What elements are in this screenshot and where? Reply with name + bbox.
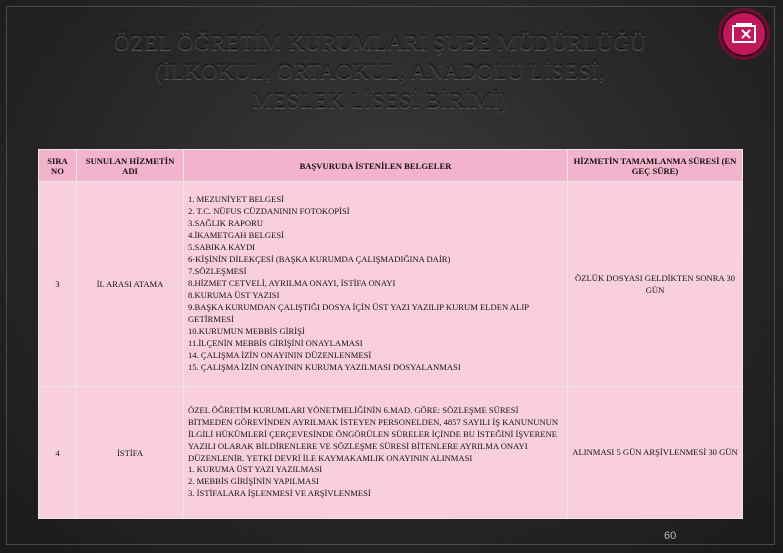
doc-item: 9.BAŞKA KURUMDAN ÇALIŞTIĞI DOSYA İÇİN ÜST YAZI YAZILIP KURUM ELDEN ALIP GETİRMESİ	[188, 301, 529, 324]
doc-item: 6-KİŞİNİN DİLEKÇESİ (BAŞKA KURUMDA ÇALIŞMADIĞINA DAİR)	[188, 254, 451, 265]
doc-item: 2. MEBBİS GİRİŞİNİN YAPILMASI	[188, 476, 319, 487]
header-docs: BAŞVURUDA İSTENİLEN BELGELER	[184, 150, 568, 182]
table-row	[39, 387, 743, 519]
doc-item: 11.İLÇENİN MEBBİS GİRİŞİNİ ONAYLAMASI	[188, 337, 363, 348]
presentation-close-icon[interactable]	[718, 8, 770, 60]
doc-item: 15. ÇALIŞMA İZİN ONAYININ KURUMA YAZILMASI DOSYALANMASI	[188, 361, 461, 372]
title-line: (İLKOKUL, ORTAOKUL, ANADOLU LİSESİ,	[155, 59, 605, 84]
services-table	[38, 149, 743, 519]
doc-item: ÖZEL ÖĞRETİM KURUMLARI YÖNETMELİĞİNİN 6.MAD. GÖRE: SÖZLEŞME SÜRESİ BİTMEDEN GÖREVİNDEN AYRILMAK İSTEYEN PERSONELDEN, 4857 SAYILI İŞ KANUNUNUN İLGİLİ HÜKÜMLERİ ÇERÇEVESİNDE ÖNGÖRÜLEN SÜRELER İÇİNDE BU İSTEĞİNİ İŞVERENE YAZILI OLARAK BİLDİRENLERE VE SÖZLEŞME SÜRESİ BİTENLERE AYRILMA ONAYI DÜZENLENİR. YETKİ DEVRİ İLE KAYMAKAMLIK ONAYININ ALINMASI	[188, 404, 559, 463]
doc-item: 1. KURUMA ÜST YAZI YAZILMASI	[188, 464, 323, 475]
doc-item: 2. T.C. NÜFUS CÜZDANININ FOTOKOPİSİ	[188, 206, 350, 217]
row-docs	[184, 182, 568, 387]
table-row	[39, 182, 743, 387]
row-docs	[184, 387, 568, 519]
row-time: ÖZLÜK DOSYASI GELDİKTEN SONRA 30 GÜN	[568, 182, 743, 387]
doc-item: 1. MEZUNİYET BELGESİ	[188, 194, 285, 205]
title-line: MESLEK LİSESİ BİRİMİ)	[252, 88, 508, 113]
row-service: İL ARASI ATAMA	[77, 182, 184, 387]
doc-item: 4.İKAMETGAH BELGESİ	[188, 230, 284, 241]
row-time: ALINMASI 5 GÜN ARŞİVLENMESİ 30 GÜN	[568, 387, 743, 519]
header-no: SIRA NO	[39, 150, 77, 182]
doc-item: 8.KURUMA ÜST YAZISI	[188, 289, 280, 300]
table-header-row	[39, 150, 743, 182]
header-time: HİZMETİN TAMAMLANMA SÜRESİ (EN GEÇ SÜRE)	[568, 150, 743, 182]
row-no: 4	[39, 387, 77, 519]
doc-item: 7.SÖZLEŞMESİ	[188, 266, 247, 277]
row-no: 3	[39, 182, 77, 387]
title-line: ÖZEL ÖĞRETİM KURUMLARI ŞUBE MÜDÜRLÜĞÜ	[113, 30, 647, 55]
page-number: 60	[664, 530, 677, 542]
doc-item: 5.SABIKA KAYDI	[188, 242, 256, 253]
doc-item: 8.HİZMET CETVELİ, AYRILMA ONAYI, İSTİFA ONAYI	[188, 278, 396, 289]
doc-item: 3.SAĞLIK RAPORU	[188, 218, 263, 229]
row-service: İSTİFA	[77, 387, 184, 519]
doc-item: 3. İSTİFALARA İŞLENMESİ VE ARŞİVLENMESİ	[188, 488, 371, 499]
doc-item: 14. ÇALIŞMA İZİN ONAYININ DÜZENLENMESİ	[188, 349, 372, 360]
doc-item: 10.KURUMUN MEBBİS GİRİŞİ	[188, 325, 305, 336]
slide-title	[80, 28, 680, 115]
header-service: SUNULAN HİZMETİN ADI	[77, 150, 184, 182]
